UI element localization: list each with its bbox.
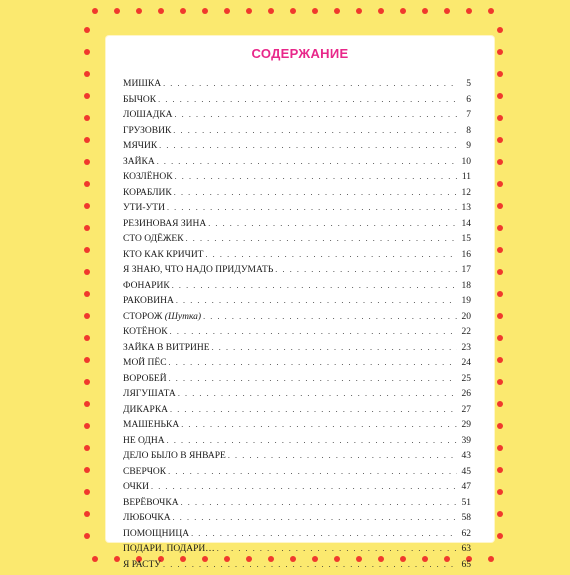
border-dot	[136, 8, 142, 14]
toc-entry-page-number: 39	[459, 436, 471, 446]
toc-entry-title: Я РАСТУ	[123, 560, 161, 570]
toc-entry[interactable]	[123, 482, 471, 498]
border-dot	[497, 71, 503, 77]
toc-entry-title: УТИ-УТИ	[123, 203, 165, 213]
dot-leader	[175, 172, 457, 181]
toc-entry-title: ПОДАРИ, ПОДАРИ…	[123, 544, 215, 554]
toc-entry-title: КОЗЛЁНОК	[123, 172, 173, 182]
table-of-contents	[123, 79, 471, 575]
toc-entry[interactable]	[123, 250, 471, 266]
toc-entry-title: МОЙ ПЁС	[123, 358, 167, 368]
border-dot	[497, 137, 503, 143]
toc-entry[interactable]	[123, 327, 471, 343]
toc-entry-page-number: 24	[459, 358, 471, 368]
border-dot	[84, 335, 90, 341]
dot-leader	[186, 234, 457, 243]
border-dot	[180, 8, 186, 14]
dot-leader	[205, 250, 457, 259]
toc-entry-title: ПОМОЩНИЦА	[123, 529, 189, 539]
toc-entry[interactable]	[123, 389, 471, 405]
contents-card	[106, 36, 494, 542]
toc-entry-title: ВОРОБЕЙ	[123, 374, 167, 384]
border-dot	[224, 8, 230, 14]
border-dot	[202, 8, 208, 14]
toc-entry-page-number: 12	[459, 188, 471, 198]
border-dot	[497, 49, 503, 55]
toc-entry[interactable]	[123, 343, 471, 359]
toc-entry[interactable]	[123, 188, 471, 204]
border-dot	[378, 8, 384, 14]
toc-entry-page-number: 63	[459, 544, 471, 554]
toc-entry-page-number: 6	[459, 95, 471, 105]
dot-leader	[181, 420, 457, 429]
dot-leader	[181, 498, 457, 507]
dot-leader	[170, 327, 457, 336]
toc-entry-page-number: 8	[459, 126, 471, 136]
border-dot	[400, 8, 406, 14]
toc-entry[interactable]	[123, 498, 471, 514]
toc-entry-page-number: 22	[459, 327, 471, 337]
dot-leader	[170, 405, 457, 414]
dot-leader	[228, 451, 457, 460]
dot-leader	[151, 482, 457, 491]
toc-entry[interactable]	[123, 420, 471, 436]
border-dot	[84, 401, 90, 407]
page-title: СОДЕРЖАНИЕ	[106, 46, 494, 61]
border-dot	[84, 533, 90, 539]
toc-entry-title: ДЕЛО БЫЛО В ЯНВАРЕ	[123, 451, 226, 461]
border-dot	[497, 27, 503, 33]
border-dot	[497, 533, 503, 539]
toc-entry-title: СТО ОДЁЖЕК	[123, 234, 184, 244]
toc-entry-title: БЫЧОК	[123, 95, 156, 105]
toc-entry-page-number: 47	[459, 482, 471, 492]
border-dot	[84, 181, 90, 187]
border-dot	[84, 423, 90, 429]
dot-leader	[203, 312, 457, 321]
toc-entry[interactable]	[123, 374, 471, 390]
toc-entry-page-number: 9	[459, 141, 471, 151]
border-dot	[84, 137, 90, 143]
border-dot	[84, 489, 90, 495]
dot-leader	[169, 374, 457, 383]
border-dot	[114, 556, 120, 562]
toc-entry-title: СВЕРЧОК	[123, 467, 166, 477]
toc-entry-page-number: 62	[459, 529, 471, 539]
border-dot	[497, 115, 503, 121]
border-dot	[497, 511, 503, 517]
border-dot	[312, 8, 318, 14]
toc-entry-title: ЛОШАДКА	[123, 110, 172, 120]
border-dot	[84, 313, 90, 319]
toc-entry[interactable]	[123, 110, 471, 126]
border-dot	[268, 8, 274, 14]
border-dot	[497, 445, 503, 451]
dot-leader	[159, 141, 457, 150]
dot-leader	[178, 389, 457, 398]
border-dot	[84, 27, 90, 33]
toc-entry-title: РЕЗИНОВАЯ ЗИНА	[123, 219, 206, 229]
toc-entry-title: НЕ ОДНА	[123, 436, 165, 446]
toc-entry-title: РАКОВИНА	[123, 296, 174, 306]
border-dot	[84, 203, 90, 209]
border-dot	[497, 379, 503, 385]
border-dot	[497, 225, 503, 231]
toc-entry-page-number: 27	[459, 405, 471, 415]
toc-entry-page-number: 11	[459, 172, 471, 182]
border-dot	[497, 489, 503, 495]
dot-leader	[173, 513, 457, 522]
toc-entry-title: ЛЮБОЧКА	[123, 513, 171, 523]
dot-leader	[174, 188, 457, 197]
dot-leader	[176, 296, 457, 305]
toc-entry-page-number: 43	[459, 451, 471, 461]
border-dot	[488, 8, 494, 14]
toc-entry-subtitle: (Шутка)	[165, 312, 201, 322]
dot-leader	[163, 79, 457, 88]
dot-leader	[157, 157, 457, 166]
border-dot	[497, 247, 503, 253]
border-dot	[84, 71, 90, 77]
border-dot	[497, 93, 503, 99]
toc-entry-title: КТО КАК КРИЧИТ	[123, 250, 203, 260]
toc-entry[interactable]	[123, 141, 471, 157]
toc-entry-page-number: 23	[459, 343, 471, 353]
toc-entry-page-number: 29	[459, 420, 471, 430]
toc-entry-page-number: 14	[459, 219, 471, 229]
dot-leader	[163, 560, 457, 569]
toc-entry-page-number: 15	[459, 234, 471, 244]
border-dot	[84, 247, 90, 253]
border-dot	[497, 401, 503, 407]
border-dot	[84, 467, 90, 473]
toc-entry-title: ОЧКИ	[123, 482, 149, 492]
toc-entry[interactable]	[123, 358, 471, 374]
toc-entry-page-number: 26	[459, 389, 471, 399]
toc-entry[interactable]	[123, 234, 471, 250]
toc-entry-page-number: 58	[459, 513, 471, 523]
border-dot	[497, 159, 503, 165]
toc-entry-page-number: 19	[459, 296, 471, 306]
border-dot	[356, 8, 362, 14]
toc-entry[interactable]	[123, 451, 471, 467]
toc-entry[interactable]	[123, 157, 471, 173]
toc-entry[interactable]	[123, 126, 471, 142]
toc-entry[interactable]	[123, 513, 471, 529]
toc-entry-page-number: 5	[459, 79, 471, 89]
toc-entry-page-number: 16	[459, 250, 471, 260]
border-dot	[84, 93, 90, 99]
dot-leader	[169, 358, 457, 367]
toc-entry-page-number: 25	[459, 374, 471, 384]
toc-entry[interactable]	[123, 296, 471, 312]
toc-entry-title: СТОРОЖ (Шутка)	[123, 312, 201, 322]
toc-entry[interactable]	[123, 436, 471, 452]
border-dot	[422, 8, 428, 14]
border-dot	[497, 181, 503, 187]
border-dot	[92, 8, 98, 14]
toc-entry-page-number: 17	[459, 265, 471, 275]
toc-entry[interactable]	[123, 529, 471, 545]
toc-entry[interactable]	[123, 405, 471, 421]
toc-entry-page-number: 13	[459, 203, 471, 213]
border-dot	[497, 335, 503, 341]
border-dot	[497, 423, 503, 429]
toc-entry[interactable]	[123, 312, 471, 328]
toc-entry[interactable]	[123, 79, 471, 95]
dot-leader	[172, 281, 457, 290]
border-dot	[84, 445, 90, 451]
border-dot	[158, 8, 164, 14]
toc-entry[interactable]	[123, 265, 471, 281]
border-dot	[84, 115, 90, 121]
toc-entry-title: ЗАЙКА	[123, 157, 155, 167]
toc-entry-title: Я ЗНАЮ, ЧТО НАДО ПРИДУМАТЬ	[123, 265, 273, 275]
border-dot	[84, 511, 90, 517]
dot-leader	[158, 95, 457, 104]
toc-entry-title: КОТЁНОК	[123, 327, 168, 337]
border-dot	[497, 291, 503, 297]
dot-leader	[174, 110, 457, 119]
toc-entry[interactable]	[123, 467, 471, 483]
border-dot	[290, 8, 296, 14]
border-dot	[84, 291, 90, 297]
border-dot	[84, 269, 90, 275]
toc-entry-title: МИШКА	[123, 79, 161, 89]
toc-entry-page-number: 18	[459, 281, 471, 291]
toc-entry[interactable]	[123, 544, 471, 560]
border-dot	[497, 467, 503, 473]
dot-leader	[168, 467, 457, 476]
border-dot	[497, 313, 503, 319]
border-dot	[497, 357, 503, 363]
dot-leader	[173, 126, 457, 135]
border-dot	[497, 203, 503, 209]
toc-entry-page-number: 45	[459, 467, 471, 477]
toc-entry-page-number: 51	[459, 498, 471, 508]
toc-entry[interactable]	[123, 281, 471, 297]
toc-entry-page-number: 7	[459, 110, 471, 120]
dot-leader	[191, 529, 457, 538]
toc-entry[interactable]	[123, 219, 471, 235]
toc-entry-page-number: 10	[459, 157, 471, 167]
dot-leader	[275, 265, 457, 274]
border-dot	[84, 357, 90, 363]
border-dot	[334, 8, 340, 14]
dot-leader	[212, 343, 457, 352]
border-dot	[84, 159, 90, 165]
toc-entry-title: ФОНАРИК	[123, 281, 170, 291]
toc-entry[interactable]	[123, 95, 471, 111]
border-dot	[497, 269, 503, 275]
toc-entry-title: ЛЯГУШАТА	[123, 389, 176, 399]
toc-entry-title: МЯЧИК	[123, 141, 157, 151]
border-dot	[92, 556, 98, 562]
border-dot	[84, 225, 90, 231]
toc-entry-title: ГРУЗОВИК	[123, 126, 171, 136]
dot-leader	[208, 219, 457, 228]
border-dot	[84, 379, 90, 385]
dot-leader	[217, 544, 457, 553]
border-dot	[84, 49, 90, 55]
border-dot	[488, 556, 494, 562]
toc-entry-title: КОРАБЛИК	[123, 188, 172, 198]
dot-leader	[167, 203, 457, 212]
toc-entry[interactable]	[123, 203, 471, 219]
toc-entry-title: МАШЕНЬКА	[123, 420, 179, 430]
toc-entry[interactable]	[123, 172, 471, 188]
border-dot	[444, 8, 450, 14]
toc-entry-title: ВЕРЁВОЧКА	[123, 498, 179, 508]
border-dot	[114, 8, 120, 14]
border-dot	[246, 8, 252, 14]
dot-leader	[167, 436, 457, 445]
border-dot	[466, 8, 472, 14]
toc-entry[interactable]	[123, 560, 471, 575]
toc-entry-page-number: 65	[459, 560, 471, 570]
toc-entry-title: ЗАЙКА В ВИТРИНЕ	[123, 343, 210, 353]
toc-entry-page-number: 20	[459, 312, 471, 322]
toc-entry-title: ДИКАРКА	[123, 405, 168, 415]
